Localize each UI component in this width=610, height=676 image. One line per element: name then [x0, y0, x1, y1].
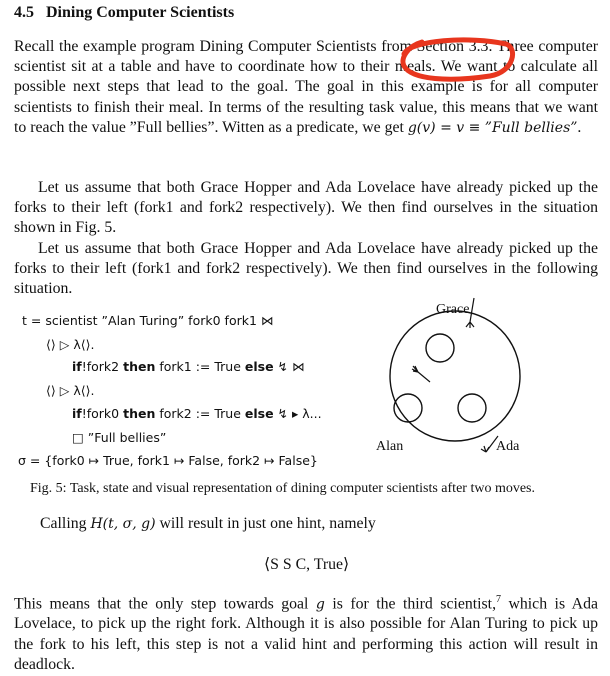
- label-alan: Alan: [376, 439, 404, 454]
- plate-grace: [426, 334, 454, 362]
- conclusion-a: This means that the only step towards goal: [14, 595, 316, 613]
- figure-caption: Fig. 5: Task, state and visual representation of dining computer scientists after two moves.: [30, 481, 535, 496]
- calling-pre: Calling: [40, 515, 91, 532]
- label-ada: Ada: [496, 439, 520, 454]
- paragraph-conclusion: [14, 590, 598, 675]
- body: fork2 := True: [155, 406, 245, 421]
- paragraph-intro: [14, 37, 598, 138]
- code-line-state: σ = {fork0 ↦ True, fork1 ↦ False, fork2 ↦ False}: [18, 453, 318, 468]
- code-line-step1: ⟨⟩ ▷ λ⟨⟩.: [46, 337, 95, 352]
- cond: !fork0: [81, 406, 124, 421]
- cond: !fork2: [81, 359, 124, 374]
- kw-if: if: [72, 359, 82, 374]
- goal-symbol: g: [315, 596, 325, 613]
- kw-if: if: [72, 406, 82, 421]
- goal-predicate: g(v) = v ≡ ”Full bellies”: [407, 119, 578, 136]
- hint-tuple: ⟨S S C, True⟩: [264, 556, 350, 573]
- code-line-if2: [72, 406, 322, 421]
- conclusion-c: which is Ada Lovelace, to pick up the right fork. Although it is also possible for Alan Turing to pick up the fork to his left, this step is not a valid hint and performing this action will result in deadlock.: [14, 595, 599, 673]
- code-line-step2: ⟨⟩ ▷ λ⟨⟩.: [46, 383, 95, 398]
- intro-end: .: [577, 118, 582, 136]
- calling-post: will result in just one hint, namely: [155, 515, 376, 532]
- kw-then: then: [123, 359, 156, 374]
- kw-then: then: [123, 406, 156, 421]
- code-line-task: t = scientist ”Alan Turing” fork0 fork1 ⋈: [22, 313, 274, 328]
- hint-function: H(t, σ, g): [90, 516, 156, 532]
- tail: ↯ ▸ λ...: [273, 406, 322, 421]
- plate-ada: [458, 394, 486, 422]
- body: fork1 := True: [155, 359, 245, 374]
- intro-text: Recall the example program Dining Computer Scientists from Section 3.3. Three computer scientist sit at a table and have to coordinate how to their meals. We want to calculate all possible next steps that lead to the goal. The goal in this example is for all computer scientists to finish their meal. In terms of the resulting task value, this means that we want to reach the value ”Full bellies”. Witten as a predicate, we get: [14, 38, 598, 136]
- fork0-icon: [412, 366, 430, 382]
- calling-sentence: [40, 515, 376, 533]
- section-title: Dining Computer Scientists: [46, 4, 235, 21]
- dining-table-diagram: [366, 296, 546, 466]
- footnote-marker[interactable]: 7: [496, 594, 502, 605]
- section-number: 4.5: [14, 4, 34, 21]
- paragraph-situation: Let us assume that both Grace Hopper and Ada Lovelace have already picked up the forks to their left (fork1 and fork2 respectively). We then find ourselves in the situation shown in Fig. 5.: [14, 179, 598, 237]
- conclusion-b: is for the third scientist,: [324, 595, 497, 613]
- section-heading: [14, 4, 234, 22]
- label-grace: Grace: [436, 302, 470, 317]
- tail: ↯ ⋈: [273, 359, 305, 374]
- kw-else: else: [244, 359, 274, 374]
- code-line-if1: [72, 359, 305, 374]
- kw-else: else: [244, 406, 274, 421]
- code-line-return: □ ”Full bellies”: [72, 430, 167, 445]
- paragraph-situation-repeat: Let us assume that both Grace Hopper and Ada Lovelace have already picked up the forks to their left (fork1 and fork2 respectively). We then find ourselves in the following situation.: [14, 240, 598, 298]
